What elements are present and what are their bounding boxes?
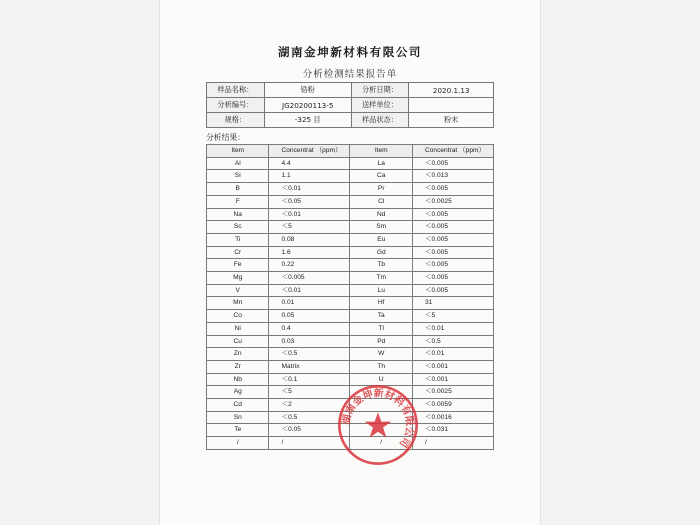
element-cell: Sc xyxy=(207,221,269,234)
submitter-label: 送样单位： xyxy=(351,98,409,113)
element-cell: Ni xyxy=(207,322,269,335)
element-cell: Al xyxy=(207,157,269,170)
element-cell: Ta xyxy=(350,310,412,323)
report-title: 分析检测结果报告单 xyxy=(302,69,398,80)
concentration-cell: 4.4 xyxy=(269,157,350,170)
concentration-cell: 0.22 xyxy=(269,259,350,272)
analysis-date-value: 2020.1.13 xyxy=(409,83,494,98)
concentration-cell: ＜0.01 xyxy=(269,284,350,297)
table-row xyxy=(207,183,494,196)
element-cell: Mg xyxy=(207,272,269,285)
element-cell: Gd xyxy=(350,246,412,259)
seal-text: 湖南金坤新材料有限公司 xyxy=(341,388,415,450)
element-cell: Lu xyxy=(350,284,412,297)
element-cell: Fe xyxy=(207,259,269,272)
concentration-cell: 0.08 xyxy=(269,233,350,246)
spec-value: -325 目 xyxy=(264,113,351,128)
concentration-cell: ＜0.01 xyxy=(412,322,493,335)
concentration-cell: ＜0.005 xyxy=(412,208,493,221)
table-row xyxy=(207,233,494,246)
element-cell: Ti xyxy=(207,233,269,246)
concentration-cell: ＜5 xyxy=(412,310,493,323)
element-cell: Pd xyxy=(350,335,412,348)
element-cell: Zn xyxy=(207,348,269,361)
concentration-cell: 0.05 xyxy=(269,310,350,323)
concentration-cell: ＜5 xyxy=(269,221,350,234)
element-cell: Pr xyxy=(350,183,412,196)
table-row xyxy=(207,157,494,170)
table-row xyxy=(207,221,494,234)
info-row xyxy=(207,98,494,113)
submitter-value xyxy=(409,98,494,113)
star-icon xyxy=(365,412,392,437)
concentration-cell: ＜0.5 xyxy=(412,335,493,348)
concentration-cell: ＜0.005 xyxy=(412,259,493,272)
element-cell: B xyxy=(207,183,269,196)
column-header: Concentrat （ppm） xyxy=(412,145,493,158)
element-cell: W xyxy=(350,348,412,361)
concentration-cell: ＜0.05 xyxy=(269,195,350,208)
concentration-cell: ＜0.001 xyxy=(412,373,493,386)
concentration-cell: ＜0.1 xyxy=(269,373,350,386)
element-cell: Cu xyxy=(207,335,269,348)
table-row xyxy=(207,246,494,259)
element-cell: Cl xyxy=(350,195,412,208)
element-cell: Ag xyxy=(207,386,269,399)
element-cell: Sm xyxy=(350,221,412,234)
results-label: 分析结果： xyxy=(206,133,245,142)
concentration-cell: Matrix xyxy=(269,360,350,373)
concentration-cell: ＜0.005 xyxy=(412,221,493,234)
table-row xyxy=(207,259,494,272)
element-cell: Cd xyxy=(207,399,269,412)
analysis-no-value: JG20200113-5 xyxy=(264,98,351,113)
sample-info-table xyxy=(206,82,494,128)
element-cell: La xyxy=(350,157,412,170)
concentration-cell: ＜0.0059 xyxy=(412,399,493,412)
sample-name-value: 锆粉 xyxy=(264,83,351,98)
concentration-cell: ＜0.05 xyxy=(269,424,350,437)
concentration-cell: ＜0.001 xyxy=(412,360,493,373)
info-row xyxy=(207,113,494,128)
element-cell: Sn xyxy=(207,411,269,424)
element-cell: / xyxy=(350,437,412,450)
element-cell: Tb xyxy=(350,259,412,272)
concentration-cell: ＜0.5 xyxy=(269,411,350,424)
concentration-cell: ＜2 xyxy=(269,399,350,412)
element-cell: Na xyxy=(207,208,269,221)
concentration-cell: ＜0.01 xyxy=(269,183,350,196)
concentration-cell: 0.4 xyxy=(269,322,350,335)
concentration-cell: ＜0.005 xyxy=(412,272,493,285)
element-cell: Cr xyxy=(207,246,269,259)
column-header: Item xyxy=(350,145,412,158)
results-header-row xyxy=(207,145,494,158)
concentration-cell: ＜0.005 xyxy=(412,284,493,297)
concentration-cell: ＜0.01 xyxy=(412,348,493,361)
table-row xyxy=(207,360,494,373)
concentration-cell: / xyxy=(269,437,350,450)
concentration-cell: 1.6 xyxy=(269,246,350,259)
concentration-cell: ＜0.005 xyxy=(269,272,350,285)
concentration-cell: 1.1 xyxy=(269,170,350,183)
concentration-cell: ＜0.0016 xyxy=(412,411,493,424)
concentration-cell: ＜0.013 xyxy=(412,170,493,183)
element-cell: Ca xyxy=(350,170,412,183)
sample-state-value: 粉末 xyxy=(409,113,494,128)
sample-name-label: 样品名称： xyxy=(207,83,265,98)
element-cell: U xyxy=(350,373,412,386)
concentration-cell: ＜0.031 xyxy=(412,424,493,437)
element-cell: Co xyxy=(207,310,269,323)
spec-label: 规格： xyxy=(207,113,265,128)
element-cell: Mn xyxy=(207,297,269,310)
concentration-cell: 0.01 xyxy=(269,297,350,310)
element-cell: Si xyxy=(207,170,269,183)
concentration-cell: ＜0.0025 xyxy=(412,195,493,208)
element-cell: Zr xyxy=(207,360,269,373)
table-row xyxy=(207,348,494,361)
concentration-cell: 31 xyxy=(412,297,493,310)
table-row xyxy=(207,272,494,285)
company-name: 湖南金坤新材料有限公司 xyxy=(277,45,423,59)
element-cell: Th xyxy=(350,360,412,373)
element-cell: Tl xyxy=(350,322,412,335)
element-cell: Hf xyxy=(350,297,412,310)
column-header: Item xyxy=(207,145,269,158)
element-cell: Eu xyxy=(350,233,412,246)
element-cell: V xyxy=(207,284,269,297)
table-row xyxy=(207,335,494,348)
element-cell: Nb xyxy=(207,373,269,386)
analysis-no-label: 分析编号： xyxy=(207,98,265,113)
concentration-cell: ＜0.005 xyxy=(412,157,493,170)
table-row xyxy=(207,310,494,323)
concentration-cell: 0.03 xyxy=(269,335,350,348)
concentration-cell: ＜5 xyxy=(269,386,350,399)
table-row xyxy=(207,195,494,208)
company-seal xyxy=(336,383,420,467)
element-cell: Nd xyxy=(350,208,412,221)
element-cell: / xyxy=(207,437,269,450)
info-row xyxy=(207,83,494,98)
table-row xyxy=(207,208,494,221)
analysis-date-label: 分析日期： xyxy=(351,83,409,98)
element-cell: Tm xyxy=(350,272,412,285)
table-row xyxy=(207,170,494,183)
concentration-cell: ＜0.5 xyxy=(269,348,350,361)
report-page xyxy=(160,0,540,525)
concentration-cell: ＜0.005 xyxy=(412,183,493,196)
concentration-cell: ＜0.005 xyxy=(412,246,493,259)
concentration-cell: / xyxy=(412,437,493,450)
table-row xyxy=(207,297,494,310)
element-cell: Te xyxy=(207,424,269,437)
concentration-cell: ＜0.005 xyxy=(412,233,493,246)
element-cell: F xyxy=(207,195,269,208)
table-row xyxy=(207,284,494,297)
concentration-cell: ＜0.01 xyxy=(269,208,350,221)
sample-state-label: 样品状态： xyxy=(351,113,409,128)
table-row xyxy=(207,322,494,335)
concentration-cell: ＜0.0025 xyxy=(412,386,493,399)
column-header: Concentrat （ppm） xyxy=(269,145,350,158)
